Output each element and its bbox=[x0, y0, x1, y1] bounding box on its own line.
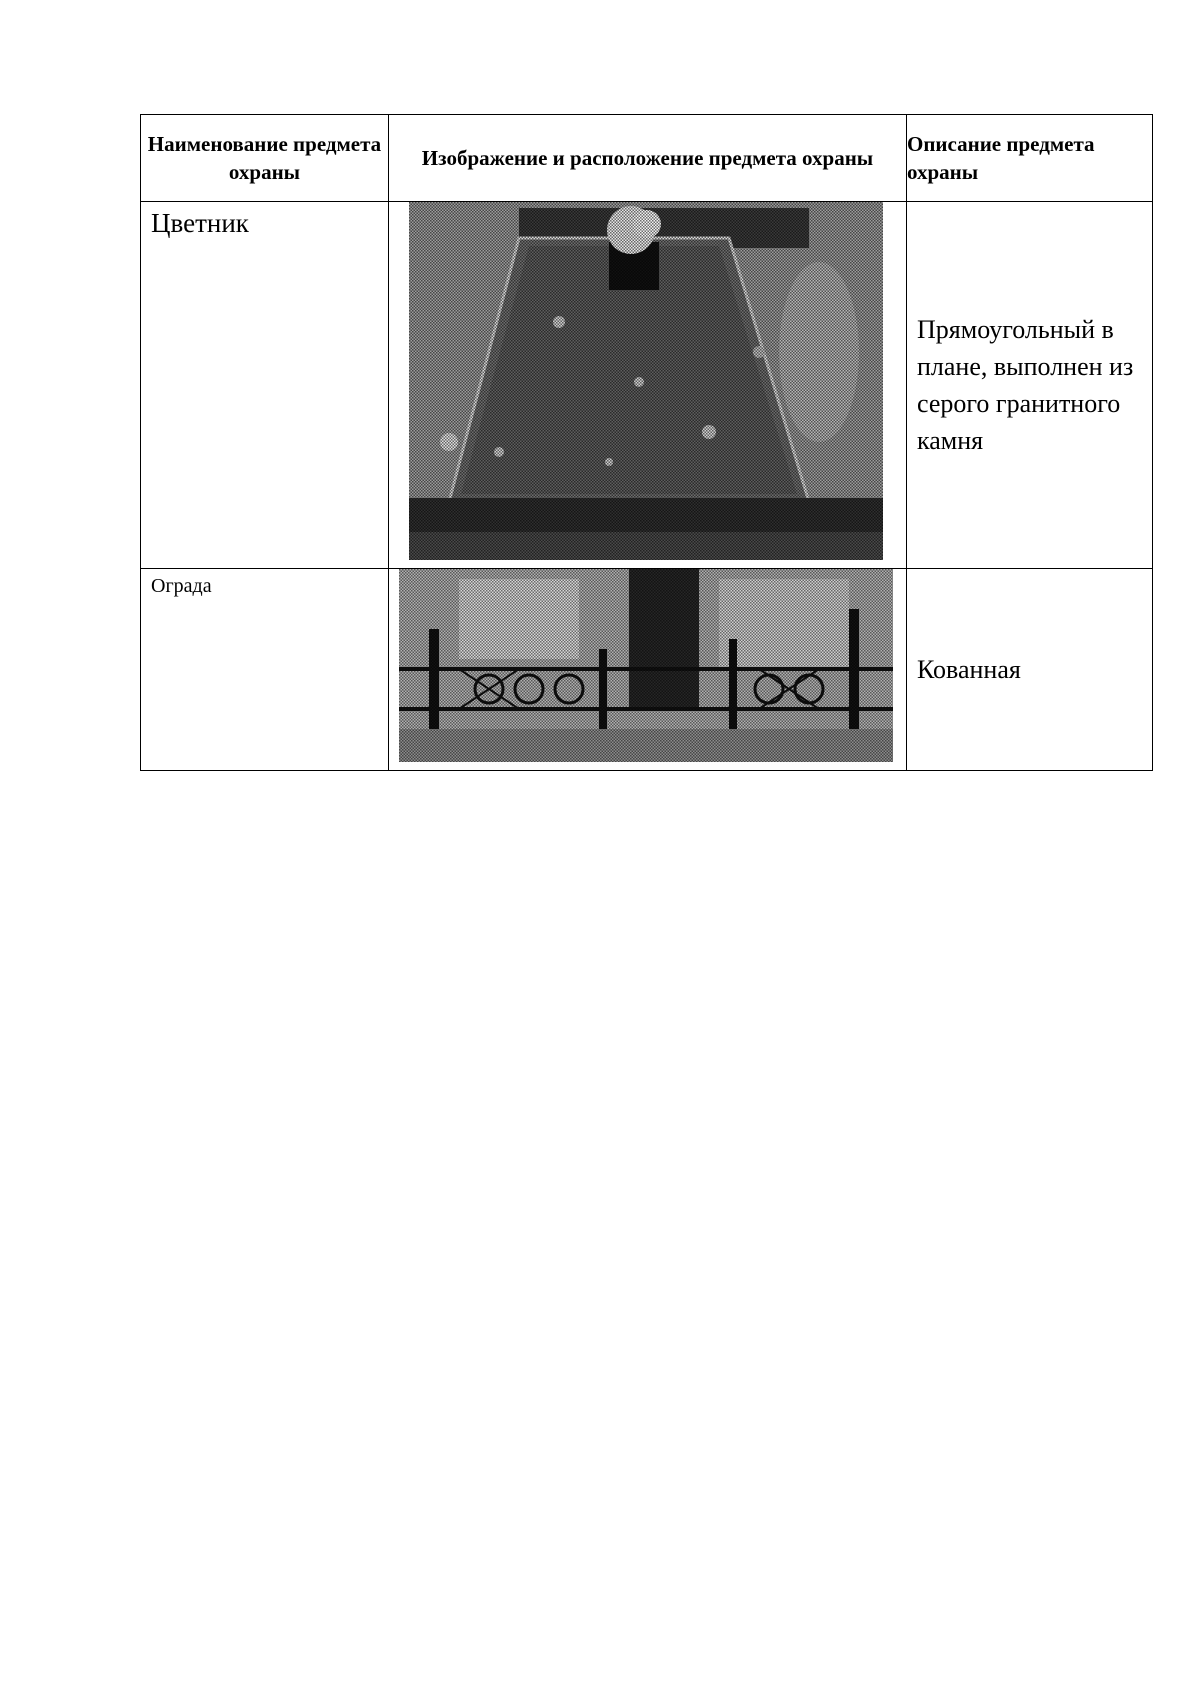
table-row bbox=[141, 569, 1153, 771]
protection-subjects-table bbox=[140, 114, 1153, 771]
row-description: Кованная bbox=[907, 569, 1153, 771]
row-description: Прямоугольный в плане, выполнен из серого гранитного камня bbox=[907, 202, 1153, 569]
row-name: Ограда bbox=[141, 569, 389, 771]
header-description: Описание предмета охраны bbox=[907, 115, 1153, 202]
flowerbed-photo bbox=[409, 202, 883, 560]
header-image: Изображение и расположение предмета охраны bbox=[389, 115, 907, 202]
row-image-cell bbox=[389, 569, 907, 771]
table-row bbox=[141, 202, 1153, 569]
header-name: Наименование предмета охраны bbox=[141, 115, 389, 202]
fence-photo bbox=[399, 569, 893, 762]
table-header-row bbox=[141, 115, 1153, 202]
row-image-cell bbox=[389, 202, 907, 569]
row-name: Цветник bbox=[141, 202, 389, 569]
